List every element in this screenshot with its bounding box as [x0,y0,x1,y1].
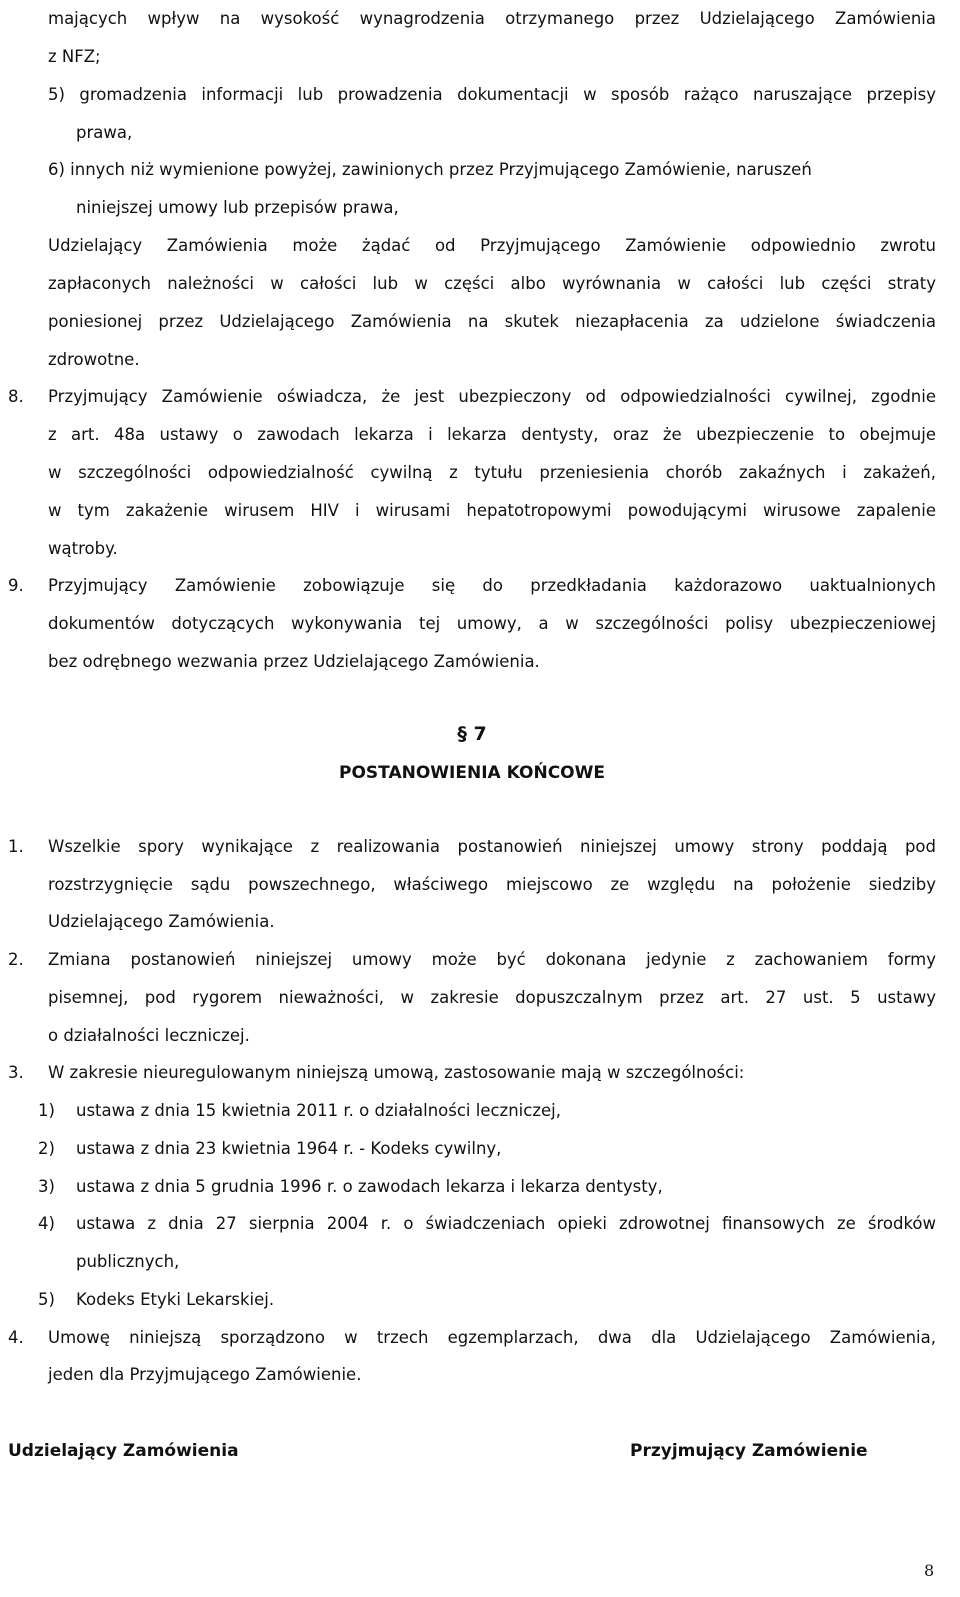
text-line: ustawa z dnia 23 kwietnia 1964 r. - Kodeks cywilny, [76,1139,502,1158]
text-line: jeden dla Przyjmującego Zamówienie. [48,1365,362,1384]
text-line: z art. 48a ustawy o zawodach lekarza i lekarza dentysty, oraz że ubezpieczenie to obejmuje [48,425,936,444]
text-line: w szczególności odpowiedzialność cywilną z tytułu przeniesienia chorób zakaźnych i zakażeń, [48,463,936,482]
text-line: ustawa z dnia 5 grudnia 1996 r. o zawodach lekarza i lekarza dentysty, [76,1177,663,1196]
text-line: ustawa z dnia 15 kwietnia 2011 r. o działalności leczniczej, [76,1101,561,1120]
text-line: Udzielającego Zamówienia. [48,912,275,931]
text-line: W zakresie nieuregulowanym niniejszą umową, zastosowanie mają w szczególności: [48,1063,745,1082]
text-line: pisemnej, pod rygorem nieważności, w zakresie dopuszczalnym przez art. 27 ust. 5 ustawy [48,988,936,1007]
text-line: Umowę niniejszą sporządzono w trzech egzemplarzach, dwa dla Udzielającego Zamówienia, [48,1328,936,1347]
text-line: bez odrębnego wezwania przez Udzielającego Zamówienia. [48,652,540,671]
text-line: rozstrzygnięcie sądu powszechnego, właściwego miejscowo ze względu na położenie siedziby [48,875,936,894]
text-line: ustawa z dnia 27 sierpnia 2004 r. o świadczeniach opieki zdrowotnej finansowych ze środków [76,1214,936,1233]
text-line: 6) innych niż wymienione powyżej, zawinionych przez Przyjmującego Zamówienie, naruszeń [48,160,812,179]
text-line: w tym zakażenie wirusem HIV i wirusami hepatotropowymi powodującymi wirusowe zapalenie [48,501,936,520]
item-number: 2. [8,950,24,969]
signature-label-left: Udzielający Zamówienia [8,1441,239,1461]
item-number: 4. [8,1328,24,1347]
section-title: POSTANOWIENIA KOŃCOWE [339,763,605,783]
text-line: niniejszej umowy lub przepisów prawa, [76,198,399,217]
signature-label-right: Przyjmujący Zamówienie [630,1441,868,1461]
text-line: Przyjmujący Zamówienie zobowiązuje się do przedkładania każdorazowo uaktualnionych [48,576,936,595]
subitem-number: 2) [38,1139,55,1158]
item-number: 3. [8,1063,24,1082]
text-line: publicznych, [76,1252,180,1271]
text-line: Przyjmujący Zamówienie oświadcza, że jest ubezpieczony od odpowiedzialności cywilnej, zgodnie [48,387,936,406]
text-line: Wszelkie spory wynikające z realizowania postanowień niniejszej umowy strony poddają pod [48,837,936,856]
subitem-number: 4) [38,1214,55,1233]
subitem-number: 5) [38,1290,55,1309]
section-mark: § 7 [457,723,487,745]
text-line: Udzielający Zamówienia może żądać od Przyjmującego Zamówienie odpowiednio zwrotu [48,236,936,255]
text-line: o działalności leczniczej. [48,1026,250,1045]
text-line: poniesionej przez Udzielającego Zamówienia na skutek niezapłacenia za udzielone świadczenia [48,312,936,331]
text-line: dokumentów dotyczących wykonywania tej umowy, a w szczególności polisy ubezpieczeniowej [48,614,936,633]
subitem-number: 3) [38,1177,55,1196]
subitem-number: 1) [38,1101,55,1120]
item-number: 1. [8,837,24,856]
text-line: prawa, [76,123,133,142]
text-line: z NFZ; [48,47,101,66]
text-line: zdrowotne. [48,350,140,369]
item-number: 8. [8,387,24,406]
text-line: zapłaconych należności w całości lub w części albo wyrównania w całości lub części straty [48,274,936,293]
text-line: wątroby. [48,539,118,558]
text-line: 5) gromadzenia informacji lub prowadzenia dokumentacji w sposób rażąco naruszające przepisy [48,85,936,104]
text-line: Kodeks Etyki Lekarskiej. [76,1290,275,1309]
text-line: Zmiana postanowień niniejszej umowy może być dokonana jedynie z zachowaniem formy [48,950,936,969]
page-number: 8 [924,1561,935,1580]
text-line: mających wpływ na wysokość wynagrodzenia otrzymanego przez Udzielającego Zamówienia [48,9,936,28]
item-number: 9. [8,576,24,595]
